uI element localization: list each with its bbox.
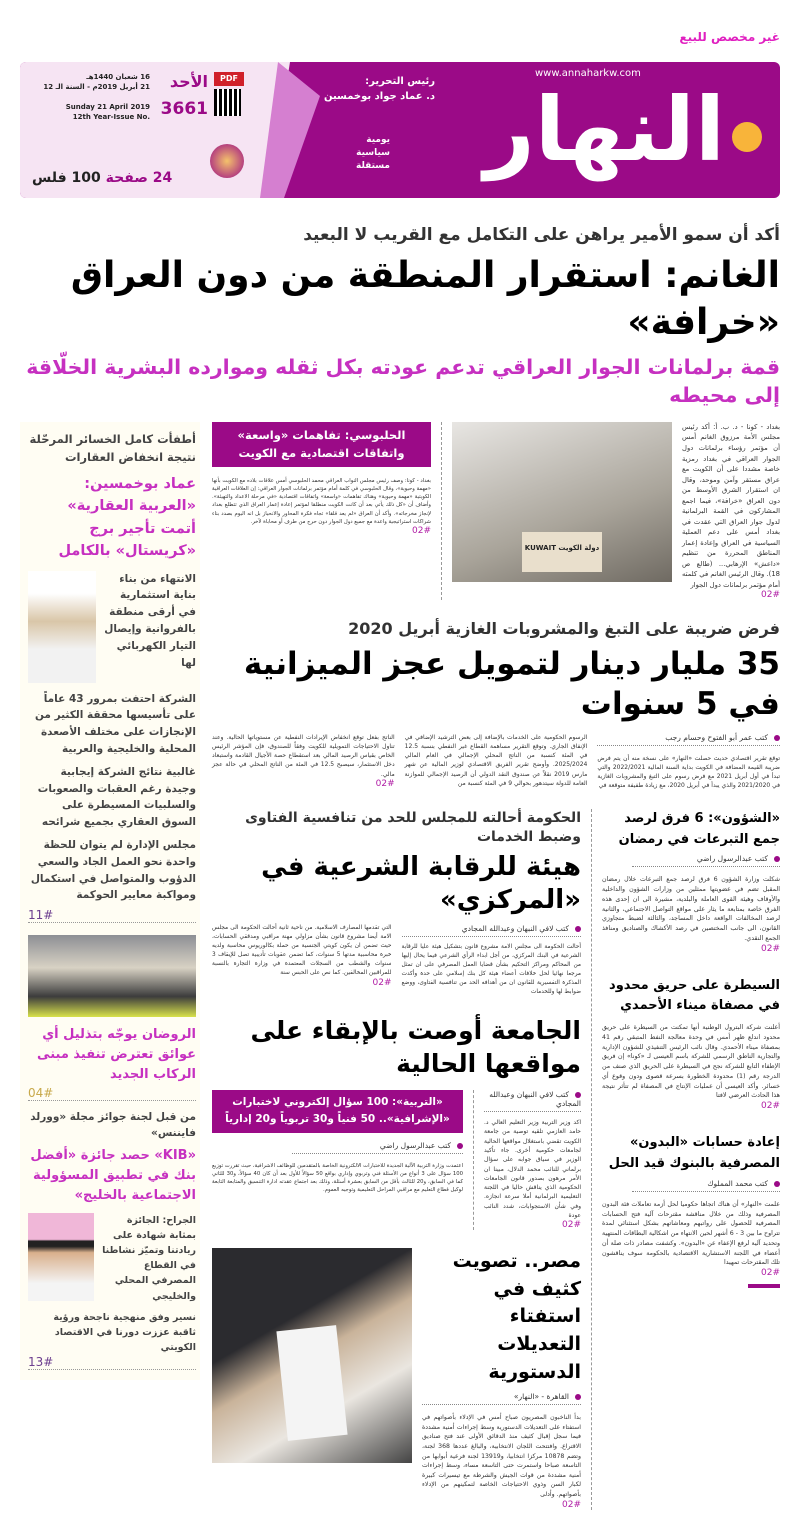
byline: كتب عبدالرسول راضي [632,854,780,867]
byline: كتب محمد المملوك [632,1179,780,1192]
page-ref[interactable]: 11# [28,908,196,923]
byline: كتب عمر أبو الفتوح وحسام رجب [597,733,780,746]
tagline-item: سياسية [356,148,390,159]
not-for-sale-label: غير مخصص للبيع [679,30,780,44]
front-page [20,0,780,1540]
website-link[interactable]: www.annaharkw.com [535,68,641,79]
article-point: مجلس الإدارة لم يتوان للحظة واحدة نحو العمل الجاد والسعي الدؤوب والمتواصل في استكمال ومواكبة معايير الحوكمة [30,838,196,902]
article-headline[interactable]: عماد بوخمسين: «العربية العقارية» أتمت تأجير برج «كريستال» بالكامل [58,475,196,560]
article-headline[interactable]: الروضان يوجّه بتذليل أي عوائق تعترض تنفيذ مبنى الركاب الجديد [37,1027,196,1083]
page-ref[interactable]: 02# [761,943,780,954]
halbousi-article [212,422,431,536]
university-article [484,1090,581,1230]
sharia-kicker: الحكومة أحالته للمجلس للحد من تنافسية الفتاوى وضبط الخدمات [245,809,581,845]
portrait-photo [28,571,96,683]
lead-photo [452,422,672,582]
budget-kicker: فرض ضريبة على التبغ والمشروبات الغازية أبريل 2020 [348,619,780,639]
body-text: أعلنت شركة البترول الوطنية أنها تمكنت من السيطرة على حريق محدود اندلع ظهر أمس في وحدة معالجة النفط المتبقي رقم 41 بمصفاة ميناء الأحمدي. وقال نائب الرئيس التنفيذي للشؤون الإدارية والتجارية الناطق الرسمي للشركة باسم العيسى لـ «كونا» إن فريق الإطفاء التابع للشركة نجح في السيطرة على الحريق الذي صنف من الدرجة رقم (1) محدودة الخطورة بسرعة قصوى ودون وقوع أي خسائر. وأكد العيسى أن عمليات الإنتاج في المصفاة لم تتأثر نتيجة هذا الحادث العرضي لافتا [602,1024,780,1100]
qr-code-icon[interactable] [214,89,241,116]
egypt-article [422,1248,581,1509]
photo-with-text [28,1213,196,1304]
lead-subhead: قمة برلمانات الجوار العراقي تدعم عودته بكل ثقله وموارده البشرية الخلّاقة إلى محيطه [26,354,780,408]
university-headline[interactable]: الجامعة أوصت بالإبقاء على مواقعها الحالية [250,1016,581,1078]
article-headline[interactable]: السيطرة على حريق محدود في مصفاة ميناء الأحمدي [609,977,780,1014]
lead-headline[interactable]: الغانم: استقرار المنطقة من دون العراق «خرافة» [70,254,780,343]
body-text: أحالت الحكومة الى مجلس الامة مشروع قانون بتشكيل هيئة عليا للرقابة الشرعية في البنك المركزي، من أجل ابداء الرأي الشرعي فيما يحال إليها من المحاكم ومراكز التحكيم بشأن قضايا العمل المصرفي على ان تمثل مرجعا نهائيا لحل خلافات أعضاء هيئة كل بنك إسلامي على حدة وأكدت المذكرة التفسيرية للقانون ان من أهدافه الحد من تنافسية الفتاوى، ووضع ضوابط لها وللخدمات [401,944,581,996]
byline: كتب لافي النبهان وعبدالله المجادي [402,924,582,937]
tarbiya-article [212,1090,463,1194]
sharia-article [212,809,581,997]
middle-column [212,809,581,1510]
right-column [602,809,780,1288]
page-ref[interactable]: 04# [28,1086,196,1101]
page-ref[interactable]: 02# [761,1101,780,1112]
sharia-headline[interactable]: هيئة للرقابة الشرعية في «المركزي» [261,851,581,916]
page-ref[interactable]: 13# [28,1355,196,1370]
hijri-date: 16 شعبان 1440هـ [86,73,150,81]
editor-name: د. عماد جواد بوخمسين [323,91,435,102]
budget-col-3 [212,733,395,789]
lead-article [682,422,780,601]
photo-side-text: الجراح: الجائزة بمثابة شهادة على ريادتنا وتميّز نشاطنا في القطاع المصرفي المحلي والخليجي [102,1214,196,1302]
lead-kicker: أكد أن سمو الأمير يراهن على التكامل مع القريب لا البعيد [303,225,780,245]
body-text: الناتج بفعل توقع انخفاض الإيرادات النفطية عن مستوياتها الحالية. وعند تناول الاحتياجات التمويلية للكويت وفقاً للصندوق، فإن المؤشر الرئيس الخاص بقياس الرصيد المالي بعد استقطاع حصة الأجيال القادمة واستبعاد دخل الاستثمار، سيصبح 12.5 في المئة من الناتج المحلي في حالة عجز مالي. [211,733,395,778]
column-divider [473,1090,474,1230]
left-column [20,422,200,1380]
article-point: الشركة احتفت بمرور 43 عاماً على تأسيسها محققة الكثير من الإنجازات على مختلف الأصعدة المحلية والخليجية والعربية [34,692,196,755]
body-text: اعتمدت وزارة التربية الآلية الجديدة للاختبارات الالكترونية الخاصة بالمتقدمين للوظائف الاشرافية، حيث تقررت توزيع 100 سؤال على 3 أنواع من الأسئلة فني وتربوي وإداري بواقع 50 سؤالاً للأول بعد أن كان 40 سؤالاً، و30 للثاني كما في السابق، و20 للثالث بأقل من السابق بعشرة أسئلة، وذلك بعد اجتماع عقدته ادارة التنسيق والمتابعة التابعة لوكيل قطاع التعليم مع مراقبي المراحل التعليمية وتوجيه العموم. [212,1162,463,1194]
article-kicker: أطفأت كامل الخسائر المرحّلة نتيجة انخفاض العقارات [29,431,196,465]
issue-info [28,72,246,123]
date-english [28,102,150,122]
lower-section [212,809,780,1510]
year-issue-label: 12th Year-Issue No. [72,113,150,122]
masthead [20,62,780,198]
page-count: 24 صفحة [105,170,173,186]
column-divider [591,809,592,1510]
editor-in-chief [310,74,435,104]
page-columns [20,422,780,1510]
issue-number: 3661 [160,99,208,119]
body-text: التي تقدمها المصارف الاسلامية. من ناحية ثانية أحالت الحكومة الى مجلس الامة أيضا مشروع قانون بشأن مزاولي مهنة مراقبي ومدققي الحسابات، حيث تضمن ان يكون كويتي الجنسية من حملة بكالوريوس محاسبة ولديه خبرة محاسبية مدتها 5 سنوات، كما تضمن عقوبات تأديبية تصل للإيقاف 3 سنوات والشطب من السجلات المعتمدة في وزارة التجارة بالنسبة للمراقبين المخالفين. كما نص على الحبس سنة [212,925,392,977]
lead-body: بغداد - كونا - د. ب. أ: أكد رئيس مجلس الأمة مرزوق الغانم أمس أن مؤتمر رؤساء برلمانات دول الجوار العراقي في بغداد رمزية خاصة مشددا على أن الكويت مع عراق مستقر وآمن وموحد، وقال ان استقرار الشرق الأوسط من دون العراق «خرافة»، فيما اجمع المشاركون في القمة البرلمانية لدول جوار العراق التي عقدت في بغداد أمس على دعم العملية السياسية في العراق وإعادة إعمار المناطق المحررة من تنظيم «داعش» الإرهابي... (طالع ص 18). وقال الرئيس الغانم في كلمته أمام مؤتمر برلمانات دول الجوار [682,422,780,589]
english-date: Sunday 21 April 2019 [65,103,150,112]
tagline-item: مستقلة [355,161,390,172]
body-text: بدأ الناخبون المصريون صباح أمس في الإدلاء بأصواتهم في استفتاء على التعديلات الدستورية وسط إجراءات أمنية مشددة فيما سجل إقبال كثيف منذ الدقائق الأولى عند فتح صناديق الاقتراع. وافتتحت اللجان الانتخابية، والبالغ عددها 368 لجنة، وتضم 10878 مركزا انتخابيا، و13919 لجنة فرعية أبوابها من التاسعة صباحا واستمرت حتى التاسعة مساء، وسط إجراءات أمنية مشددة من قوات الجيش والشرطة مع تيسيرات كبيرة لكبار السن وذوي الاحتياجات الخاصة لتمكينهم من الإدلاء بأصواتهم. وأدلى [422,1414,581,1498]
fire-article [602,976,780,1112]
main-area [212,422,780,1510]
tarbiya-title[interactable]: «التربية»: 100 سؤال إلكتروني لاختبارات «الإشرافية».. 50 فنياً و30 تربوياً و20 إدارياً [212,1090,463,1133]
column-divider [441,422,442,601]
article-point: غالبية نتائج الشركة إيجابية وجيدة رغم العقبات والصعوبات والسلبيات المسيطرة على السوق العقاري بجميع شرائحه [37,765,196,829]
airport-visit-photo [28,935,196,1017]
article-headline[interactable]: «الشؤون»: 6 فرق لرصد جمع التبرعات في رمضان [618,810,780,847]
halbousi-body: بغداد - كونا: وصف رئيس مجلس النواب العراقي محمد الحلبوسي أمس علاقات بلاده مع الكويت بأنها «مهمة وحيوية»، وقال الحلبوسي في كلمة أمام مؤتمر برلمانات الجوار العراقي: إن العلاقات العراقية الكويتية «مهمة وحيوية» وهناك تفاهمات «واسعة» واتفاقات اقتصادية «في مرحلة الاعداد والتهيئة». وأضاف أن «كل ذلك يأتي بعد أن كانت الكويت منطلقا لمؤتمر إعادة إعمار العراق الذي تتطلع بغداد لإنجاز مخرجاته». وأكد أن العراق «لم يعد قلقا» تجاه فكرة المحاور والانحياز بل انه اليوم بصدد بناء شراكات استراتيجية واعدة مع جميع دول الجوار دون حرج من طرف أو محاباة لآخر. [212,477,431,525]
article-point: نسير وفق منهجية ناجحة ورؤية ثاقبة عززت دورنا في الاقتصاد الكويتي [53,1311,196,1354]
article-kicker: من قبل لجنة جوائز مجلة «وورلد فايننس» [30,1110,196,1140]
university-row [212,1090,581,1230]
body-text: اكد وزير التربية وزير التعليم العالي د. حامد العازمي تلقيه توصية من جامعة الكويت تقضي باستغلال مواقعها الحالية لجامعات حكومية أخرى. جاء تأكيد الوزير في سياق جوابه على سؤال برلماني للنائب محمد الدلال، مبينا ان الأمر مرهون بصدور قانون الجامعات الحكومية الذي يناقش حاليا في اللجنة التعليمية البرلمانية أملا سرعة انجازه. وفي شأن الاستجوابات، شدد النائب عودة [484,1119,581,1220]
budget-col-2: الرسوم الحكومية على الخدمات بالإضافة إلى بعض الترشيد الإضافي في الإنفاق الجاري. وتوقع التقرير مساهمة القطاع غير النفطي بنسبة 12.5 في المئة كنسبة من الناتج المحلي الإجمالي في العام المالي 2025/2024. وأوضح تقرير الفريق الاقتصادي لوزير المالية عن شهر مارس 2019 نقلاً عن صندوق النقد الدولي أن الرصيد الإجمالي للموازنة العامة للدولة سيتدهور بحوالي 9 في المئة كنسبة من [404,733,588,788]
emblem-icon [210,144,244,178]
page-ref[interactable]: 02# [761,1268,780,1279]
logo-sun-icon [732,122,762,152]
page-ref[interactable]: 02# [375,779,395,790]
article-headline[interactable]: إعادة حسابات «البدون» المصرفية بالبنوك قيد الحل [608,1135,780,1172]
page-ref[interactable]: 02# [372,978,392,989]
page-ref[interactable]: 02# [412,525,431,536]
page-ref[interactable]: 02# [761,590,780,601]
lead-block [20,224,780,410]
halbousi-title[interactable]: الحلبوسي: تفاهمات «واسعة» واتفاقات اقتصادية مع الكويت [212,422,431,467]
day-issue-block [156,72,208,119]
photo-with-text [28,571,196,683]
date-arabic [28,72,150,92]
gregorian-date-arabic: 21 أبريل 2019م - السنة الـ 12 [43,83,150,92]
lead-row [212,422,780,601]
portrait-photo [28,1213,94,1301]
photo-caption-plaque: دولة الكويت KUWAIT [522,532,602,572]
photo-side-text: الانتهاء من بناء بناية استثمارية في أرقى منطقة بالفروانية وإيصال التيار الكهربائي لها [104,572,196,669]
day-name: الأحد [169,72,208,91]
shoon-article [602,809,780,954]
page-ref[interactable]: 02# [562,1499,581,1510]
editor-label: رئيس التحرير: [365,76,435,87]
bidoon-article [602,1133,780,1278]
section-marker [748,1284,780,1288]
egypt-headline[interactable]: مصر.. تصويت كثيف في استفتاء التعديلات الدستورية [452,1250,581,1383]
price-value: 100 فلس [32,170,101,186]
sharia-col-1 [402,924,582,997]
tagline [340,134,390,173]
byline: القاهرة - «النهار» [422,1392,581,1405]
pdf-badge[interactable]: PDF [214,72,244,86]
price [32,170,172,186]
budget-col-1 [597,733,780,791]
sharia-col-2 [212,924,392,988]
budget-article [212,618,780,790]
budget-headline[interactable]: 35 مليار دينار لتمويل عجز الميزانية في 5 سنوات [243,646,780,723]
newspaper-logo: النهار [484,78,725,181]
body-text: علمت «النهار» أن هناك اتجاها حكوميا لحل أزمة تعاملات فئة البدون المصرفية وذلك من خلال مناقشة مقترحات آلية فتح الحسابات المصرفية للحصول على رواتبهم ومعاشاتهم بشكل استثنائي لمدة تتراوح ما بين 3 - 6 أشهر لحين الانتهاء من اشكالية البطاقات المنتهية وتحديد آلية لرفع الإعفاء عن «البدون». وكشفت مصادر ذات صلة أن أعضاء في اللجنة الاستشارية الاقتصادية بالحكومة سوف يناقشون تلك المقترحات تمهيدا [602,1200,780,1267]
page-ref[interactable]: 02# [562,1220,581,1231]
egypt-ballot-photo [212,1248,412,1463]
egypt-row [212,1248,581,1509]
body-text: توقع تقرير اقتصادي حديث حصلت «النهار» على نسخة منه أن يتم فرض ضريبة القيمة المضافة في الكويت بداية السنة المالية 2022/2021 والتي تبدأ في أول أبريل 2021 مع فرض رسوم على التبغ والمشروبات الغازية في 2021/2020 والذي يبدأ في أبريل 2020، مع زيادة طفيفة متوقعة في [597,754,780,790]
article-headline[interactable]: «KIB» حصد جائزة «أفضل بنك في تطبيق المسؤولية الاجتماعية بالخليج» [30,1148,196,1204]
pdf-qr-block [214,72,246,116]
dates-block [28,72,150,123]
budget-columns [212,733,780,791]
ballot-paper [276,1325,347,1441]
byline: كتب لافي النبهان وعبدالله المجادي [484,1090,581,1112]
tagline-item: يومية [366,135,390,145]
byline: كتب عبدالرسول راضي [292,1141,463,1154]
sharia-columns [212,924,581,997]
body-text: شكلت وزارة الشؤون 6 فرق لرصد جمع التبرعات خلال رمضان المقبل تضم في عضويتها ممثلين من وزارات الشؤون والداخلية والأوقاف وهيئة القوى العاملة والبلدية، مشيرة الى ان إحدى هذه الفرق خاصة بمتابعة ما يثار على مواقع التواصل الاجتماعي، والثانية لرصد المخالفات الواقعة داخل المساجد، والثالثة لضبط متجاوزي القانون، الى جانب المختصين في رصد الأكشاك والصناديق ومنافذ الجمع النقدي. [602,876,781,942]
